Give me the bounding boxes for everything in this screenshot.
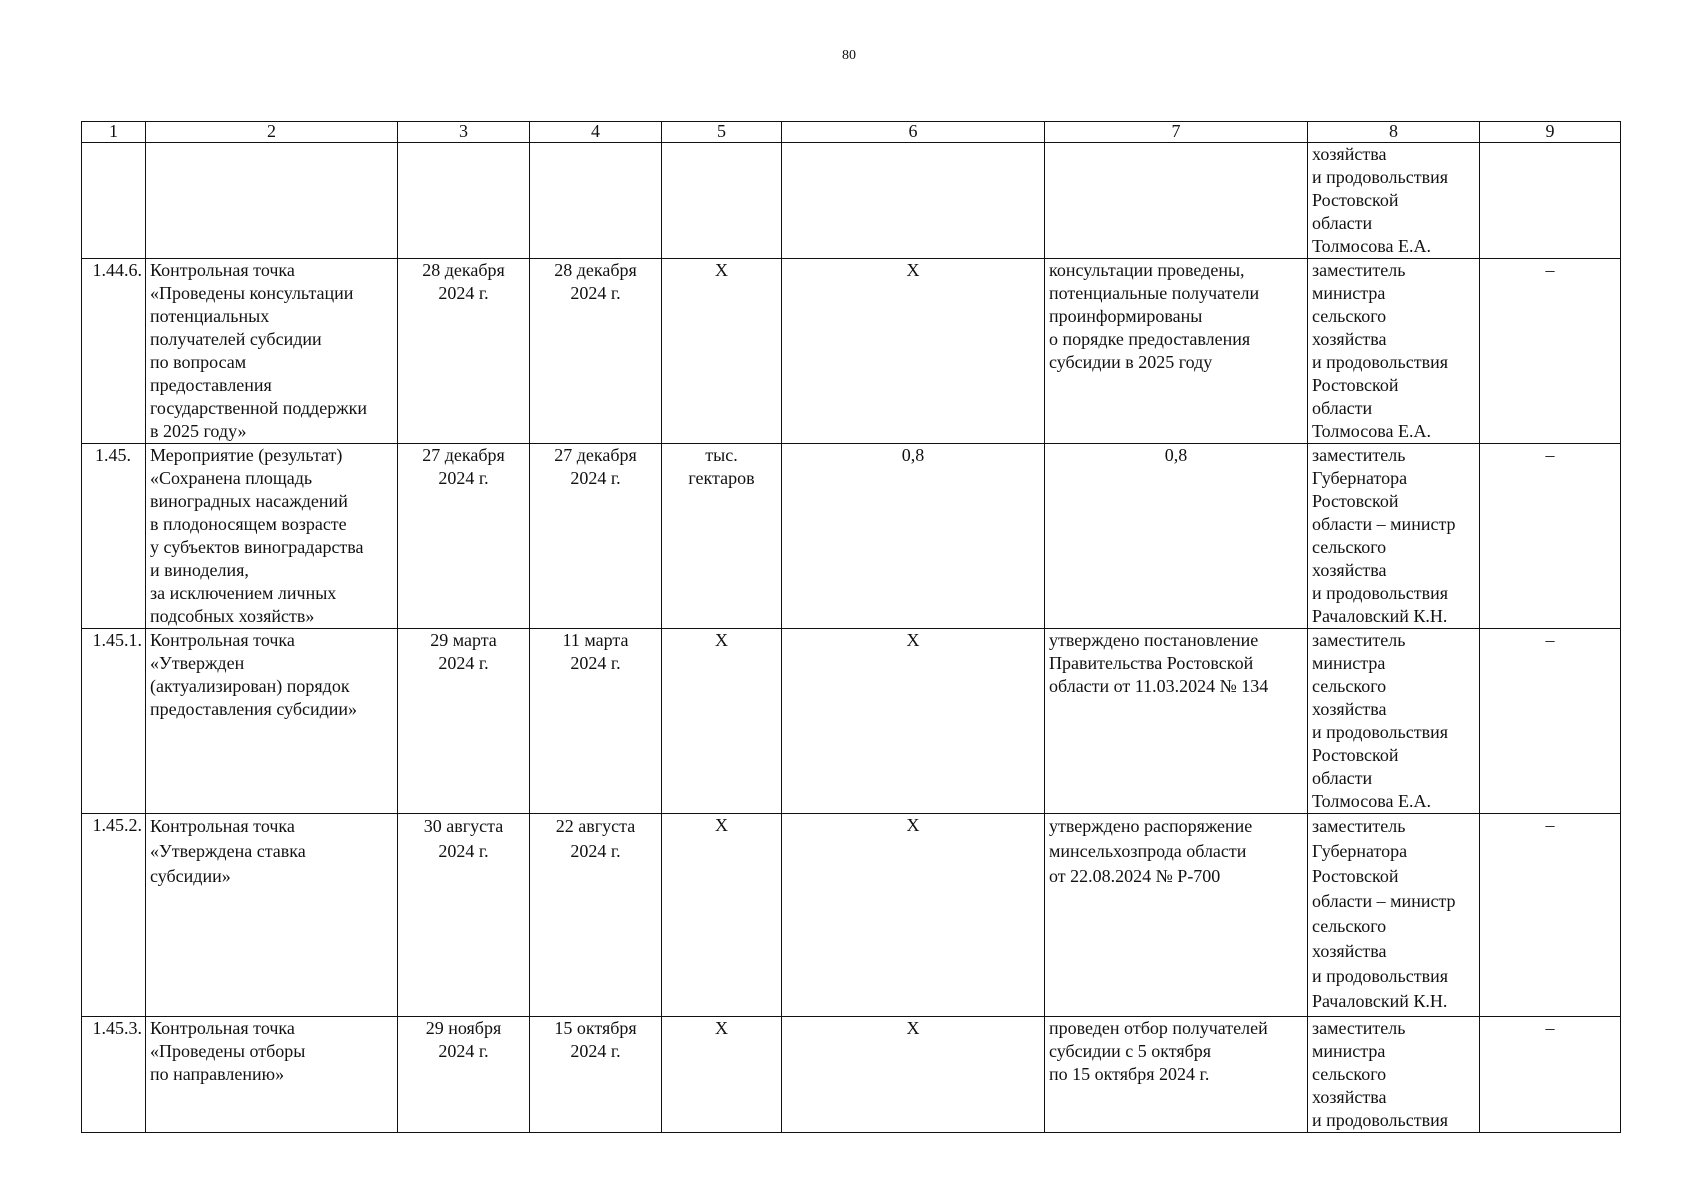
row-date-fact: 11 марта 2024 г. bbox=[530, 629, 662, 814]
row-number: 1.45.2. bbox=[82, 814, 146, 1017]
row-date-fact: 27 декабря 2024 г. bbox=[530, 444, 662, 629]
page-number: 80 bbox=[842, 48, 856, 63]
row-unit: Х bbox=[662, 259, 782, 444]
row-value-plan: Х bbox=[782, 814, 1045, 1017]
row-note: – bbox=[1480, 259, 1621, 444]
row-unit: Х bbox=[662, 629, 782, 814]
row-value-fact: консультации проведены, потенциальные получатели проинформированы о порядке предоставления субсидии в 2025 году bbox=[1045, 259, 1308, 444]
column-header: 3 bbox=[398, 122, 530, 143]
row-name bbox=[146, 143, 398, 259]
row-value-fact: утверждено постановление Правительства Ростовской области от 11.03.2024 № 134 bbox=[1045, 629, 1308, 814]
row-number: 1.45. bbox=[82, 444, 146, 629]
table-header-row bbox=[82, 122, 1621, 143]
row-date-plan: 29 ноября 2024 г. bbox=[398, 1017, 530, 1133]
row-name: Мероприятие (результат) «Сохранена площадь виноградных насаждений в плодоносящем возрасте у субъектов виноградарства и виноделия, за исключением личных подсобных хозяйств» bbox=[146, 444, 398, 629]
row-value-plan: 0,8 bbox=[782, 444, 1045, 629]
row-value-fact: утверждено распоряжение минсельхозпрода области от 22.08.2024 № Р-700 bbox=[1045, 814, 1308, 1017]
column-header: 2 bbox=[146, 122, 398, 143]
column-header: 1 bbox=[82, 122, 146, 143]
row-unit: Х bbox=[662, 814, 782, 1017]
row-name: Контрольная точка «Проведены отборы по направлению» bbox=[146, 1017, 398, 1133]
row-date-plan: 29 марта 2024 г. bbox=[398, 629, 530, 814]
row-note: – bbox=[1480, 444, 1621, 629]
row-unit: Х bbox=[662, 1017, 782, 1133]
row-name: Контрольная точка «Утвержден (актуализирован) порядок предоставления субсидии» bbox=[146, 629, 398, 814]
row-number bbox=[82, 143, 146, 259]
row-date-plan: 30 августа 2024 г. bbox=[398, 814, 530, 1017]
column-header: 5 bbox=[662, 122, 782, 143]
table-row bbox=[82, 143, 1621, 259]
row-number: 1.44.6. bbox=[82, 259, 146, 444]
row-date-fact: 15 октября 2024 г. bbox=[530, 1017, 662, 1133]
row-unit: тыс. гектаров bbox=[662, 444, 782, 629]
table-row bbox=[82, 444, 1621, 629]
row-responsible: хозяйства и продовольствия Ростовской области Толмосова Е.А. bbox=[1308, 143, 1480, 259]
row-date-plan bbox=[398, 143, 530, 259]
row-value-fact bbox=[1045, 143, 1308, 259]
row-responsible: заместитель Губернатора Ростовской области – министр сельского хозяйства и продовольствия Рачаловский К.Н. bbox=[1308, 444, 1480, 629]
row-value-plan: Х bbox=[782, 1017, 1045, 1133]
column-header: 8 bbox=[1308, 122, 1480, 143]
row-date-plan: 27 декабря 2024 г. bbox=[398, 444, 530, 629]
row-note: – bbox=[1480, 629, 1621, 814]
row-note: – bbox=[1480, 814, 1621, 1017]
table-row bbox=[82, 814, 1621, 1017]
report-table bbox=[81, 121, 1621, 1133]
table-row bbox=[82, 259, 1621, 444]
row-value-plan: Х bbox=[782, 259, 1045, 444]
row-note: – bbox=[1480, 1017, 1621, 1133]
row-responsible: заместитель министра сельского хозяйства и продовольствия Ростовской области Толмосова Е.А. bbox=[1308, 629, 1480, 814]
row-number: 1.45.1. bbox=[82, 629, 146, 814]
row-responsible: заместитель министра сельского хозяйства и продовольствия Ростовской области Толмосова Е.А. bbox=[1308, 259, 1480, 444]
row-number: 1.45.3. bbox=[82, 1017, 146, 1133]
table-row bbox=[82, 629, 1621, 814]
row-value-plan bbox=[782, 143, 1045, 259]
row-note bbox=[1480, 143, 1621, 259]
row-responsible: заместитель Губернатора Ростовской области – министр сельского хозяйства и продовольствия Рачаловский К.Н. bbox=[1308, 814, 1480, 1017]
row-date-plan: 28 декабря 2024 г. bbox=[398, 259, 530, 444]
row-value-plan: Х bbox=[782, 629, 1045, 814]
row-date-fact bbox=[530, 143, 662, 259]
row-responsible: заместитель министра сельского хозяйства и продовольствия bbox=[1308, 1017, 1480, 1133]
row-value-fact: 0,8 bbox=[1045, 444, 1308, 629]
row-date-fact: 22 августа 2024 г. bbox=[530, 814, 662, 1017]
column-header: 9 bbox=[1480, 122, 1621, 143]
row-date-fact: 28 декабря 2024 г. bbox=[530, 259, 662, 444]
table-row bbox=[82, 1017, 1621, 1133]
column-header: 6 bbox=[782, 122, 1045, 143]
row-name: Контрольная точка «Проведены консультации потенциальных получателей субсидии по вопросам предоставления государственной поддержки в 2025 году» bbox=[146, 259, 398, 444]
row-value-fact: проведен отбор получателей субсидии с 5 октября по 15 октября 2024 г. bbox=[1045, 1017, 1308, 1133]
row-unit bbox=[662, 143, 782, 259]
column-header: 4 bbox=[530, 122, 662, 143]
row-name: Контрольная точка «Утверждена ставка субсидии» bbox=[146, 814, 398, 1017]
column-header: 7 bbox=[1045, 122, 1308, 143]
